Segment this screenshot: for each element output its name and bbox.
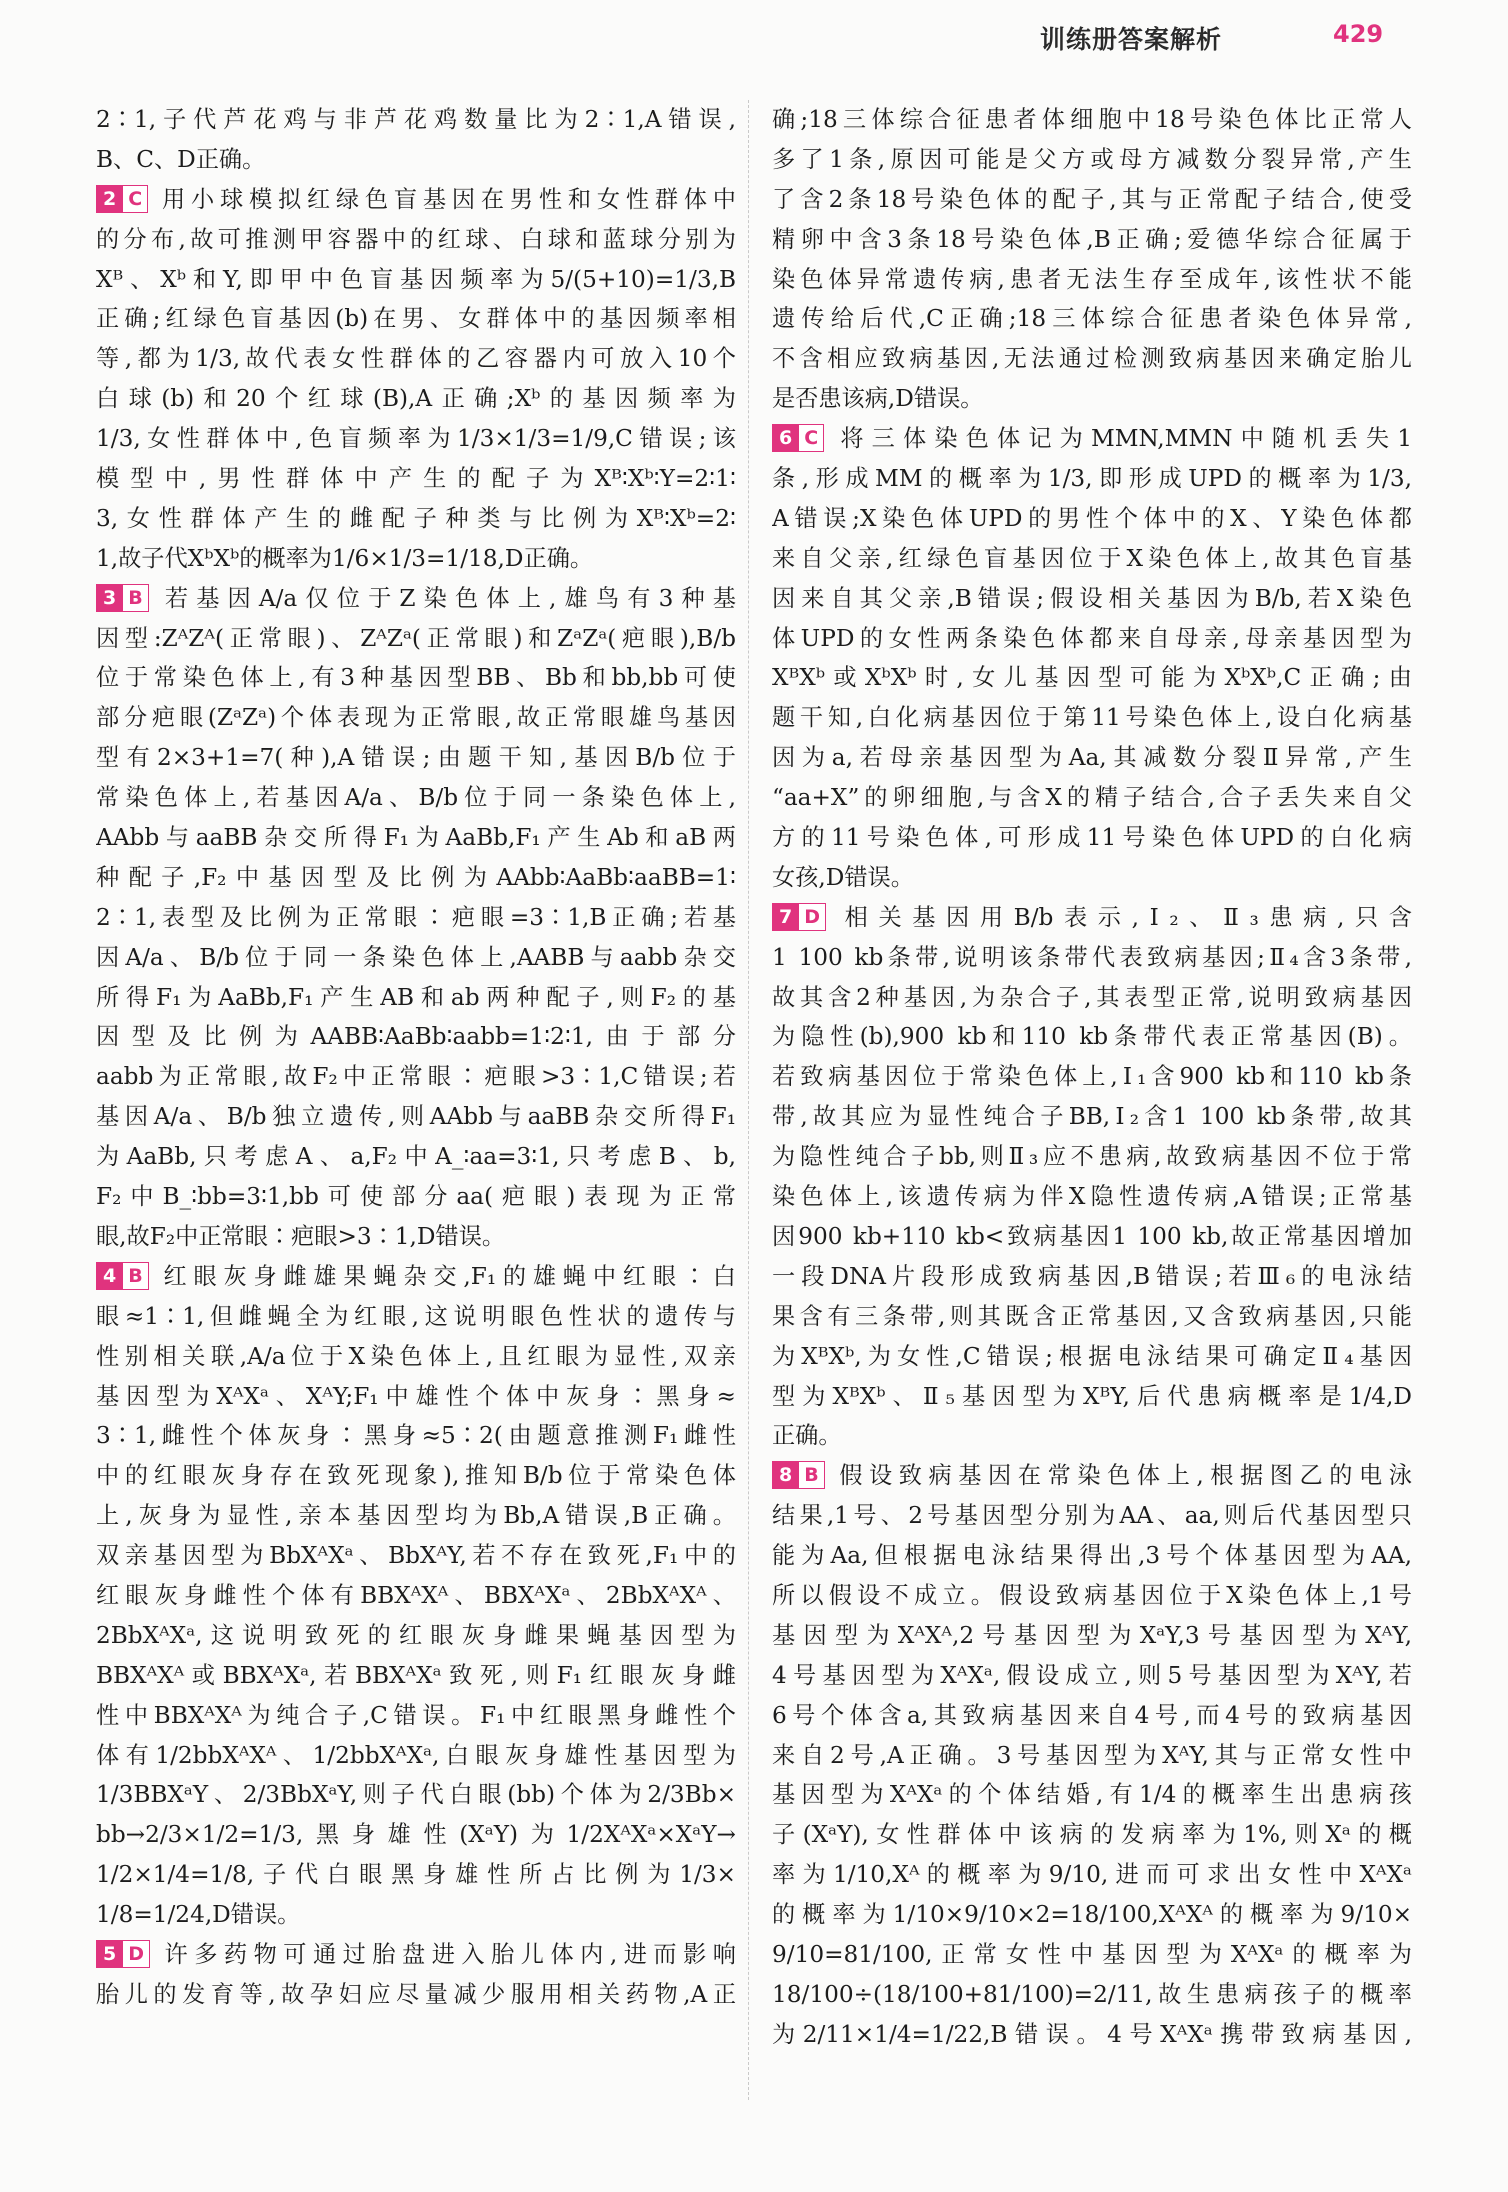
answer-badge — [96, 1262, 149, 1288]
answer-badge — [772, 1461, 825, 1487]
text-line — [96, 539, 736, 579]
line-text: 染色体异常遗传病,患者无法生存至成年,该性状不能 — [772, 265, 1412, 293]
line-text: 为XᴮXᵇ,为女性,C错误;根据电泳结果可确定Ⅱ₄基因 — [772, 1342, 1412, 1370]
line-text: 的分布,故可推测甲容器中的红球、白球和蓝球分别为 — [96, 225, 736, 253]
line-text: 果含有三条带,则其既含正常基因,又含致病基因,只能 — [772, 1302, 1412, 1330]
text-line — [772, 1975, 1412, 2015]
text-line — [96, 1855, 736, 1895]
text-line — [96, 818, 736, 858]
text-line — [96, 1536, 736, 1576]
text-line — [96, 299, 736, 339]
text-line — [96, 1217, 736, 1257]
text-line — [96, 619, 736, 659]
line-text: 用小球模拟红绿色盲基因在男性和女性群体中 — [156, 185, 736, 213]
line-text: 所得F₁为AaBb,F₁产生AB和ab两种配子,则F₂的基 — [96, 983, 736, 1011]
text-line — [772, 1696, 1412, 1736]
text-line — [96, 1736, 736, 1776]
question-number: 8 — [772, 1461, 799, 1489]
question-number: 6 — [772, 424, 799, 452]
answer-letter: B — [123, 584, 148, 612]
text-line — [772, 1257, 1412, 1297]
text-line — [96, 1416, 736, 1456]
line-text: 1/2×1/4=1/8,子代白眼黑身雄性所占比例为1/3× — [96, 1861, 736, 1889]
line-text: 1/8=1/24,D错误。 — [96, 1901, 301, 1929]
left-column — [96, 100, 736, 2015]
line-text: BBXᴬXᴬ或BBXᴬXᵃ,若BBXᴬXᵃ致死,则F₁红眼灰身雌 — [96, 1661, 736, 1689]
text-line — [772, 658, 1412, 698]
page-number: 429 — [1333, 20, 1384, 48]
line-text: 眼≈1∶1,但雌蝇全为红眼,这说明眼色性状的遗传与 — [96, 1302, 736, 1330]
answer-item-start — [96, 1257, 736, 1297]
text-line — [772, 1815, 1412, 1855]
text-line — [772, 299, 1412, 339]
line-text: 因来自其父亲,B错误;假设相关基因为B/b,若X染色 — [772, 584, 1412, 612]
text-line — [96, 1656, 736, 1696]
page-header — [0, 0, 1508, 80]
answer-letter: B — [123, 1262, 148, 1290]
line-text: 部分疤眼(ZᵃZᵃ)个体表现为正常眼,故正常眼雄鸟基因 — [96, 704, 736, 732]
line-text: 6号个体含a,其致病基因来自4号,而4号的致病基因 — [772, 1701, 1412, 1729]
line-text: 相关基因用B/b表示,Ⅰ₂、Ⅱ₃患病,只含 — [834, 903, 1412, 931]
line-text: 结果,1号、2号基因型分别为AA、aa,则后代基因型只 — [772, 1502, 1412, 1530]
line-text: 1/3BBXᵃY、2/3BbXᵃY,则子代白眼(bb)个体为2/3Bb× — [96, 1781, 736, 1809]
text-line — [96, 1616, 736, 1656]
text-line — [96, 1496, 736, 1536]
text-line — [96, 1975, 736, 2015]
line-text: 中的红眼灰身存在致死现象),推知B/b位于常染色体 — [96, 1462, 736, 1490]
text-line — [96, 1177, 736, 1217]
line-text: F₂中B_∶bb=3∶1,bb可使部分aa(疤眼)表现为正常 — [96, 1183, 736, 1211]
line-text: 将三体染色体记为MMN,MMN中随机丢失1 — [832, 425, 1412, 453]
text-line — [772, 698, 1412, 738]
text-line — [772, 738, 1412, 778]
text-line — [96, 1696, 736, 1736]
line-text: 型为XᴮXᵇ、Ⅱ₅基因型为XᴮY,后代患病概率是1/4,D — [772, 1382, 1412, 1410]
line-text: 胎儿的发育等,故孕妇应尽量减少服用相关药物,A正 — [96, 1980, 736, 2008]
text-line — [772, 1057, 1412, 1097]
text-line — [772, 858, 1412, 898]
text-line — [96, 1057, 736, 1097]
line-text: 女孩,D错误。 — [772, 863, 914, 891]
line-text: 正确。 — [772, 1422, 842, 1450]
text-line — [772, 619, 1412, 659]
text-line — [96, 738, 736, 778]
answer-badge — [96, 584, 149, 610]
text-line — [772, 2015, 1412, 2055]
text-line — [96, 1337, 736, 1377]
line-text: 确;18三体综合征患者体细胞中18号染色体比正常人 — [772, 106, 1412, 133]
line-text: 因900 kb+110 kb<致病基因1 100 kb,故正常基因增加 — [772, 1222, 1412, 1250]
line-text: 了含2条18号染色体的配子,其与正常配子结合,使受 — [772, 185, 1412, 213]
line-text: 红眼灰身雌雄果蝇杂交,F₁的雄蝇中红眼∶白 — [156, 1262, 736, 1290]
text-line — [96, 1815, 736, 1855]
answer-letter: C — [799, 424, 824, 452]
text-line — [772, 1536, 1412, 1576]
text-line — [772, 1137, 1412, 1177]
answer-letter: D — [123, 1940, 150, 1968]
text-line — [96, 1775, 736, 1815]
line-text: 因型及比例为AABB∶AaBb∶aabb=1∶2∶1,由于部分 — [96, 1023, 736, 1051]
line-text: 带,故其应为显性纯合子BB,Ⅰ₂含1 100 kb条带,故其 — [772, 1103, 1412, 1131]
line-text: 题干知,白化病基因位于第11号染色体上,设白化病基 — [772, 704, 1412, 732]
text-line — [96, 858, 736, 898]
text-line — [96, 1895, 736, 1935]
text-line — [96, 100, 736, 140]
text-line — [772, 1656, 1412, 1696]
text-line — [96, 698, 736, 738]
answer-letter: C — [123, 185, 148, 213]
line-text: 为隐性纯合子bb,则Ⅱ₃应不患病,故致病基因不位于常 — [772, 1143, 1412, 1171]
answer-item-start — [96, 1935, 736, 1975]
text-line — [772, 1217, 1412, 1257]
answer-item-start — [772, 1456, 1412, 1496]
text-line — [96, 658, 736, 698]
line-text: 体UPD的女性两条染色体都来自母亲,母亲基因型为 — [772, 624, 1412, 652]
line-text: 基因型为XᴬXᵃ、XᴬY;F₁中雄性个体中灰身∶黑身≈ — [96, 1382, 736, 1410]
line-text: 白球(b)和20个红球(B),A正确;Xᵇ的基因频率为 — [96, 385, 736, 413]
line-text: 3,女性群体产生的雌配子种类与比例为Xᴮ∶Xᵇ=2∶ — [96, 504, 736, 532]
line-text: 2∶1,表型及比例为正常眼∶疤眼=3∶1,B正确;若基 — [96, 903, 736, 931]
line-text: 若基因A/a仅位于Z染色体上,雄鸟有3种基 — [156, 584, 736, 612]
text-line — [772, 1855, 1412, 1895]
text-line — [772, 978, 1412, 1018]
text-line — [96, 1377, 736, 1417]
line-text: 18/100÷(18/100+81/100)=2/11,故生患病孩子的概率 — [772, 1980, 1412, 2008]
text-line — [96, 1097, 736, 1137]
line-text: 2BbXᴬXᵃ,这说明致死的红眼灰身雌果蝇基因型为 — [96, 1621, 736, 1649]
line-text: 等,都为1/3,故代表女性群体的乙容器内可放入10个 — [96, 345, 736, 373]
text-line — [96, 499, 736, 539]
line-text: 为2/11×1/4=1/22,B错误。4号XᴬXᵃ携带致病基因, — [772, 2020, 1412, 2048]
line-text: 不含相应致病基因,无法通过检测致病基因来确定胎儿 — [772, 345, 1412, 373]
line-text: 一段DNA片段形成致病基因,B错误;若Ⅲ₆的电泳结 — [772, 1262, 1412, 1290]
line-text: 基因型为XᴬXᵃ的个体结婚,有1/4的概率生出患病孩 — [772, 1781, 1412, 1809]
line-text: “aa+X”的卵细胞,与含X的精子结合,合子丢失来自父 — [772, 784, 1412, 812]
text-line — [772, 1017, 1412, 1057]
line-text: 因型:ZᴬZᴬ(正常眼)、ZᴬZᵃ(正常眼)和ZᵃZᵃ(疤眼),B/b — [96, 624, 736, 652]
text-line — [96, 379, 736, 419]
line-text: A错误;X染色体UPD的男性个体中的X、Y染色体都 — [772, 504, 1412, 532]
text-line — [772, 1297, 1412, 1337]
text-line — [772, 1895, 1412, 1935]
text-line — [772, 1576, 1412, 1616]
line-text: 3∶1,雌性个体灰身∶黑身≈5∶2(由题意推测F₁雌性 — [96, 1422, 736, 1450]
line-text: 条,形成MM的概率为1/3,即形成UPD的概率为1/3, — [772, 465, 1412, 493]
line-text: XᴮXᵇ或XᵇXᵇ时,女儿基因型可能为XᵇXᵇ,C正确;由 — [772, 664, 1412, 692]
text-line — [772, 140, 1412, 180]
line-text: AAbb与aaBB杂交所得F₁为AaBb,F₁产生Ab和aB两 — [96, 824, 736, 852]
text-line — [772, 1935, 1412, 1975]
line-text: aabb为正常眼,故F₂中正常眼∶疤眼>3∶1,C错误;若 — [96, 1063, 736, 1091]
text-line — [96, 220, 736, 260]
line-text: 假设致病基因在常染色体上,根据图乙的电泳 — [832, 1462, 1412, 1490]
answer-item-start — [772, 898, 1412, 938]
line-text: 眼,故F₂中正常眼∶疤眼>3∶1,D错误。 — [96, 1222, 506, 1250]
line-text: B、C、D正确。 — [96, 145, 266, 173]
text-line — [772, 180, 1412, 220]
line-text: Xᴮ、Xᵇ和Y,即甲中色盲基因频率为5/(5+10)=1/3,B — [96, 265, 736, 293]
line-text: 位于常染色体上,有3种基因型BB、Bb和bb,bb可使 — [96, 664, 736, 692]
line-text: 性别相关联,A/a位于X染色体上,且红眼为显性,双亲 — [96, 1342, 736, 1370]
text-line — [772, 260, 1412, 300]
line-text: 若致病基因位于常染色体上,Ⅰ₁含900 kb和110 kb条 — [772, 1063, 1412, 1091]
text-line — [96, 1576, 736, 1616]
text-line — [772, 818, 1412, 858]
answer-letter: B — [799, 1461, 824, 1489]
text-line — [772, 379, 1412, 419]
text-line — [772, 499, 1412, 539]
answer-badge — [772, 424, 824, 450]
text-line — [772, 1337, 1412, 1377]
column-divider — [748, 100, 749, 2100]
question-number: 7 — [772, 903, 799, 931]
text-line — [96, 339, 736, 379]
text-line — [96, 898, 736, 938]
line-text: 来自2号,A正确。3号基因型为XᴬY,其与正常女性中 — [772, 1741, 1412, 1769]
line-text: 为AaBb,只考虑A、a,F₂中A_∶aa=3∶1,只考虑B、b, — [96, 1143, 736, 1171]
text-line — [772, 1616, 1412, 1656]
line-text: 故其含2种基因,为杂合子,其表型正常,说明致病基因 — [772, 983, 1412, 1011]
line-text: 为隐性(b),900 kb和110 kb条带代表正常基因(B)。 — [772, 1023, 1412, 1051]
line-text: 多了1条,原因可能是父方或母方减数分裂异常,产生 — [772, 145, 1412, 173]
text-line — [772, 579, 1412, 619]
text-line — [96, 1456, 736, 1496]
line-text: 染色体上,该遗传病为伴X隐性遗传病,A错误;正常基 — [772, 1183, 1412, 1211]
line-text: 型有2×3+1=7(种),A错误;由题干知,基因B/b位于 — [96, 744, 736, 772]
line-text: 精卵中含3条18号染色体,B正确;爱德华综合征属于 — [772, 225, 1412, 253]
text-line — [96, 978, 736, 1018]
text-line — [772, 1496, 1412, 1536]
answer-badge — [96, 185, 148, 211]
line-text: 正确;红绿色盲基因(b)在男、女群体中的基因频率相 — [96, 305, 736, 333]
line-text: 率为1/10,Xᴬ的概率为9/10,进而可求出女性中XᴬXᵃ — [772, 1861, 1412, 1889]
text-line — [772, 459, 1412, 499]
line-text: 来自父亲,红绿色盲基因位于X染色体上,故其色盲基 — [772, 544, 1412, 572]
answer-badge — [772, 903, 826, 929]
line-text: 9/10=81/100,正常女性中基因型为XᴬXᵃ的概率为 — [772, 1940, 1412, 1968]
text-line — [772, 339, 1412, 379]
line-text: 4号基因型为XᴬXᵃ,假设成立,则5号基因型为XᴬY,若 — [772, 1661, 1412, 1689]
section-title: 训练册答案解析 — [1040, 25, 1223, 54]
line-text: 2∶1,子代芦花鸡与非芦花鸡数量比为2∶1,A错误, — [96, 106, 736, 133]
answer-item-start — [96, 579, 736, 619]
question-number: 3 — [96, 584, 123, 612]
text-line — [772, 1775, 1412, 1815]
line-text: 因为a,若母亲基因型为Aa,其减数分裂Ⅱ异常,产生 — [772, 744, 1412, 772]
line-text: 1,故子代XᵇXᵇ的概率为1/6×1/3=1/18,D正确。 — [96, 544, 594, 572]
line-text: 是否患该病,D错误。 — [772, 385, 984, 413]
text-line — [772, 220, 1412, 260]
answer-item-start — [96, 180, 736, 220]
answer-item-start — [772, 419, 1412, 459]
answer-badge — [96, 1940, 150, 1966]
text-line — [96, 938, 736, 978]
text-line — [96, 1017, 736, 1057]
line-text: 双亲基因型为BbXᴬXᵃ、BbXᴬY,若不存在致死,F₁中的 — [96, 1542, 736, 1570]
line-text: 子(XᵃY),女性群体中该病的发病率为1%,则Xᵃ的概 — [772, 1821, 1412, 1849]
text-line — [772, 1736, 1412, 1776]
text-line — [772, 539, 1412, 579]
line-text: 的概率为1/10×9/10×2=18/100,XᴬXᴬ的概率为9/10× — [772, 1901, 1412, 1929]
line-text: 体有1/2bbXᴬXᴬ、1/2bbXᴬXᵃ,白眼灰身雄性基因型为 — [96, 1741, 736, 1769]
text-line — [96, 1297, 736, 1337]
line-text: 1 100 kb条带,说明该条带代表致病基因;Ⅱ₄含3条带, — [772, 943, 1412, 971]
line-text: 模型中,男性群体中产生的配子为Xᴮ∶Xᵇ∶Y=2∶1∶ — [96, 465, 736, 493]
text-line — [96, 778, 736, 818]
text-line — [96, 260, 736, 300]
question-number: 2 — [96, 185, 123, 213]
line-text: 上,灰身为显性,亲本基因型均为Bb,A错误,B正确。 — [96, 1502, 736, 1530]
text-line — [772, 778, 1412, 818]
text-line — [96, 140, 736, 180]
text-line — [772, 1177, 1412, 1217]
text-line — [96, 1137, 736, 1177]
text-line — [772, 100, 1412, 140]
line-text: 基因型为XᴬXᴬ,2号基因型为XᵃY,3号基因型为XᴬY, — [772, 1621, 1412, 1649]
text-line — [772, 938, 1412, 978]
line-text: 1/3,女性群体中,色盲频率为1/3×1/3=1/9,C错误;该 — [96, 425, 736, 453]
line-text: 红眼灰身雌性个体有BBXᴬXᴬ、BBXᴬXᵃ、2BbXᴬXᴬ、 — [96, 1581, 736, 1609]
line-text: 性中BBXᴬXᴬ为纯合子,C错误。F₁中红眼黑身雌性个 — [96, 1701, 736, 1729]
answer-letter: D — [799, 903, 826, 931]
question-number: 4 — [96, 1262, 123, 1290]
line-text: 所以假设不成立。假设致病基因位于X染色体上,1号 — [772, 1581, 1412, 1609]
question-number: 5 — [96, 1940, 123, 1968]
line-text: bb→2/3×1/2=1/3,黑身雄性(XᵃY)为1/2XᴬXᵃ×XᵃY→ — [96, 1821, 736, 1849]
line-text: 许多药物可通过胎盘进入胎儿体内,进而影响 — [158, 1940, 736, 1968]
right-column — [772, 100, 1412, 2055]
line-text: 常染色体上,若基因A/a、B/b位于同一条染色体上, — [96, 784, 736, 812]
line-text: 方的11号染色体,可形成11号染色体UPD的白化病 — [772, 824, 1412, 852]
text-line — [772, 1377, 1412, 1417]
text-line — [96, 419, 736, 459]
line-text: 遗传给后代,C正确;18三体综合征患者染色体异常, — [772, 305, 1412, 333]
line-text: 种配子,F₂中基因型及比例为AAbb∶AaBb∶aaBB=1∶ — [96, 863, 736, 891]
line-text: 因A/a、B/b位于同一条染色体上,AABB与aabb杂交 — [96, 943, 736, 971]
line-text: 能为Aa,但根据电泳结果得出,3号个体基因型为AA, — [772, 1542, 1412, 1570]
line-text: 基因A/a、B/b独立遗传,则AAbb与aaBB杂交所得F₁ — [96, 1103, 736, 1131]
text-line — [772, 1097, 1412, 1137]
text-line — [772, 1416, 1412, 1456]
text-line — [96, 459, 736, 499]
